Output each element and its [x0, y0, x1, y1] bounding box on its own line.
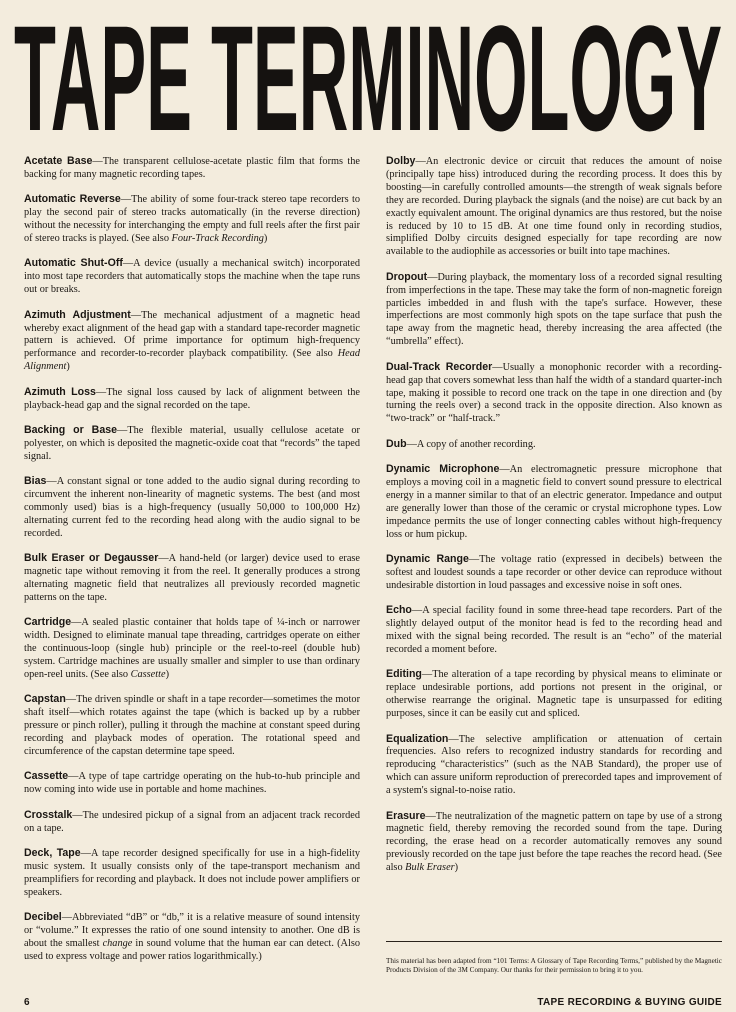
glossary-entry: Capstan—The driven spindle or shaft in a tape recorder—sometimes the motor shaft itself—which rotates against the tape (which is backed up by a rubber pressure or pinch roller), pulling it through the machine at constant speed during recording and playback modes of operation. The rotational speed and circumference of the capstan determine tape speed. — [24, 693, 360, 758]
definition-text: The driven spindle or shaft in a tape recorder—sometimes the motor shaft itself—which rotates against the tape (which is backed up by a rubber pressure or pinch roller), pulling it through the machine at constant speed during recording and playback modes of operation. The rotational speed and circumference of the capstan determine tape speed. — [24, 694, 360, 758]
glossary-entry: Bulk Eraser or Degausser—A hand-held (or larger) device used to erase magnetic tape without removing it from the reel. It generally produces a strong alternating magnetic field that neutralizes all previously recorded magnetic patterns on the tape. — [24, 552, 360, 603]
left-column — [24, 155, 360, 975]
credit-divider — [386, 941, 722, 942]
definition-text: An electromagnetic pressure microphone that employs a moving coil in a magnetic field to convert sound pressure to electrical energy in a manner similar to that of an electric generator. Impedance and output are generally lower than those of the ceramic or crystal microphone types. Low impedance permits the use of longer connecting cables without high-frequency loss or hum pickup. — [386, 464, 723, 540]
definition-text: The alteration of a tape recording by physical means to eliminate or replace undesirable portions, add portions not present in the original, or otherwise rearrange the original. Magnetic tape is unsurpassed for editing purposes, since it can be easily cut and spliced. — [386, 669, 722, 720]
glossary-term: Azimuth Loss — [24, 385, 96, 398]
definition-text: The transparent cellulose-acetate plastic film that forms the backing for many magnetic recording tapes. — [24, 156, 361, 180]
glossary-term: Bulk Eraser or Degausser — [24, 552, 159, 565]
glossary-definition — [24, 810, 360, 834]
definition-text: Usually a monophonic recorder with a recording-head gap that covers somewhat less than half the width of a standard quarter-inch tape, making it possible to record one track on the tape in one direction and (by turning the reels over) a second track in the opposite direction. Also known as “two-track” or “half-track.” — [386, 361, 722, 425]
glossary-entry: Dolby—An electronic device or circuit that reduces the amount of noise (principally tape hiss) introduced during the recording process. It does this by boosting—in carefully controlled amounts—the strength of weak signals before they are recorded. During playback the signals (and the noise) are cut back by an exactly equivalent amount. The original dynamics are thus restored, but the noise is reduced by 10 to 15 dB. At one time found only in recording studios, simplified Dolby circuits designed especially for tape recording are now available to the audiophile as accessories or built into tape machines. — [386, 155, 722, 258]
page-number: 6 — [24, 997, 30, 1008]
credit-note: This material has been adapted from “101 Terms: A Glossary of Tape Recording Terms,” published by the Magnetic Products Division of the 3M Company. Our thanks for their permission to bring it to you. — [386, 957, 722, 975]
glossary-definition — [24, 771, 360, 795]
cross-reference: Four-Track Recording — [171, 233, 264, 245]
definition-text: A special facility found in some three-head tape recorders. Part of the slightly delayed output of the monitor head is fed to the recording head and mixed with the signal being recorded. The result is an “echo” of the material recorded a moment before. — [386, 605, 722, 655]
glossary-entry: Crosstalk—The undesired pickup of a signal from an adjacent track recorded on a tape. — [24, 808, 360, 834]
page-title — [14, 6, 722, 146]
glossary-entry: Azimuth Adjustment—The mechanical adjustment of a magnetic head whereby exact alignment of the head gap with a standard tape-recorder magnetic pattern is achieved. Of prime importance for optimum high-frequency performance and recorder-to-recorder playback compatibility. (See also Head Alignment) — [24, 308, 360, 373]
glossary-definition — [386, 272, 722, 348]
glossary-entry: Editing—The alteration of a tape recording by physical means to eliminate or replace undesirable portions, add portions not present in the original, or otherwise rearrange the original. Magnetic tape is unsurpassed for editing purposes, since it can be easily cut and spliced. — [386, 668, 722, 720]
glossary-definition — [386, 669, 722, 719]
definition-text: The flexible material, usually cellulose acetate or polyester, on which is deposited the magnetic-oxide coat that “records” the taped signal. — [24, 425, 360, 462]
definition-text: A hand-held (or larger) device used to erase magnetic tape without removing it from the reel. It generally produces a strong alternating magnetic field that neutralizes all previously recorded magnetic patterns on the tape. — [24, 553, 360, 603]
glossary-term: Crosstalk — [24, 808, 73, 821]
cross-reference: Cassette — [130, 669, 166, 680]
glossary-term: Bias — [24, 475, 47, 488]
definition-text: A device (usually a mechanical switch) incorporated into most tape recorders that automatically stops the machine when the tape runs out or breaks. — [24, 258, 360, 296]
glossary-term: Dynamic Microphone — [386, 463, 500, 476]
definition-text: Abbreviated “dB” or “db,” it is a relative measure of sound intensity or “volume.” It expresses the ratio of one sound intensity to another. One dB is about the smallest — [24, 912, 360, 949]
definition-text: The selective amplification or attenuation of certain frequencies. Also refers to recognized industry standards for recording and reproducing “characteristics” (such as the NAB Standard), the proper use of which can assure uniform reproduction of prerecorded tapes and improvement of a system's signal-to-noise ratio. — [386, 733, 722, 797]
definition-text: An electronic device or circuit that reduces the amount of noise (principally tape hiss) introduced during the recording process. It does this by boosting—in carefully controlled amounts—the strength of weak signals before they are recorded. During playback the signals (and the noise) are cut back by an exactly equivalent amount. The original dynamics are thus restored, but the noise is reduced by 10 to 15 dB. At one time found only in recording studios, simplified Dolby circuits designed especially for tape recording are now available to the audiophile as accessories or built into tape machines. — [386, 156, 722, 258]
definition-text: The voltage ratio (expressed in decibels) between the softest and loudest sounds a tape recorder or other device can reproduce without undesirable distortion in loud passages and excessive noise in soft ones. — [386, 554, 723, 591]
glossary-definition — [386, 464, 722, 540]
definition-text: The signal loss caused by lack of alignment between the playback-head gap and the signal recorded on the tape. — [24, 386, 360, 411]
glossary-definition — [24, 694, 360, 757]
definition-tail: ) — [165, 669, 169, 680]
glossary-entry: Cassette—A type of tape cartridge operating on the hub-to-hub principle and now coming into wide use in portable and home machines. — [24, 770, 360, 796]
glossary-term: Dynamic Range — [386, 553, 469, 566]
glossary-term: Dual-Track Recorder — [386, 360, 493, 373]
definition-text: A tape recorder designed specifically for use in a high-fidelity music system. It usually consists only of the tape-transport mechanism and preamplifiers for recording and playback. It does not include power amplifiers or speakers. — [24, 848, 361, 898]
definition-text: The ability of some four-track stereo tape recorders to play the second pair of stereo tracks automatically (in the reverse direction) without the necessity for interchanging the empty and full reels after the first pair of stereo tracks is played. (See also — [24, 194, 360, 245]
glossary-term: Decibel — [24, 911, 62, 924]
glossary-entry: Dub—A copy of another recording. — [386, 437, 536, 450]
definition-tail: ) — [454, 862, 459, 874]
cross-reference: Head Alignment — [24, 348, 360, 373]
definition-tail: ) — [263, 233, 268, 245]
glossary-definition — [24, 617, 360, 680]
glossary-definition — [417, 439, 536, 450]
glossary-term: Acetate Base — [24, 155, 93, 167]
glossary-definition — [386, 156, 722, 257]
glossary-entry: Automatic Shut-Off—A device (usually a mechanical switch) incorporated into most tape recorders that automatically stops the machine when the tape runs out or breaks. — [24, 257, 360, 296]
definition-text: The undesired pickup of a signal from an adjacent track recorded on a tape. — [24, 809, 360, 834]
right-column — [386, 155, 722, 887]
definition-text: The mechanical adjustment of a magnetic head whereby exact alignment of the head gap with a standard tape-recorder magnetic pattern is achieved. Of prime importance for optimum high-frequency performance and recorder-to-recorder playback compatibility. (See also — [24, 309, 360, 360]
page-title-graphic — [14, 6, 722, 146]
definition-text: A sealed plastic container that holds tape of ¼-inch or narrower width. Designed to eliminate manual tape threading, cartridges operate on either the continuous-loop (single hub) principle or the reel-to-reel (double hub) system. Cartridge machines are usually smaller and simpler to use than ordinary open-reel units. (See also — [24, 617, 360, 680]
publication-title: TAPE RECORDING & BUYING GUIDE — [537, 997, 722, 1008]
glossary-term: Automatic Shut-Off — [24, 257, 123, 270]
glossary-term: Erasure — [386, 809, 426, 822]
glossary-entry: Dynamic Microphone—An electromagnetic pressure microphone that employs a moving coil in a magnetic field to convert sound pressure to electrical energy in a manner similar to that of an electric generator. Impedance and output are generally lower than those of the ceramic or crystal microphone types. Low impedance permits the use of longer connecting cables without high-frequency loss or hum pickup. — [386, 463, 723, 540]
glossary-entry: Bias—A constant signal or tone added to the audio signal during recording to circumvent the inherent non-linearity of magnetic systems. The best (and most commonly used) bias is a high-frequency (usually 50,000 to 100,000 Hz) alternating current fed to the recording head along with the audio signal to be recorded. — [24, 475, 360, 539]
cross-reference: change — [102, 938, 133, 949]
definition-text: A type of tape cartridge operating on the hub-to-hub principle and now coming into wide use in portable and home machines. — [24, 771, 360, 796]
definition-text: During playback, the momentary loss of a recorded signal resulting from imperfections in the tape. These may take the form of non-magnetic foreign particles imbedded in and flush with the tape's surface. However, these imperfections are most commonly high spots on the tape surface that push the tape away from the magnetic head, thereby increasing the area affected (the “umbrella” effect). — [386, 271, 722, 348]
glossary-entry: Backing or Base—The flexible material, usually cellulose acetate or polyester, on which is deposited the magnetic-oxide coat that “records” the taped signal. — [24, 424, 360, 462]
glossary-term: Dropout — [386, 270, 428, 283]
glossary-term: Dub — [386, 437, 407, 450]
glossary-entry: Dynamic Range—The voltage ratio (expressed in decibels) between the softest and loudest sounds a tape recorder or other device can reproduce without undesirable distortion in loud passages and excessive noise in soft ones. — [386, 553, 723, 591]
glossary-entry: Automatic Reverse—The ability of some four-track stereo tape recorders to play the second pair of stereo tracks automatically (in the reverse direction) without the necessity for interchanging the empty and full reels after the first pair of stereo tracks is played. (See also Four-Track Recording) — [24, 193, 360, 245]
glossary-entry: Dropout—During playback, the momentary loss of a recorded signal resulting from imperfections in the tape. These may take the form of non-magnetic foreign particles imbedded in and flush with the tape's surface. However, these imperfections are most commonly high spots on the tape surface that push the tape away from the magnetic head, thereby increasing the area affected (the “umbrella” effect). — [386, 270, 722, 348]
glossary-entry: Erasure—The neutralization of the magnetic pattern on tape by use of a strong magnetic field, thereby removing the recorded sound from the tape. During recording, the erase head on a recorder automatically removes any sound previously recorded on the tape just before the tape reaches the record head. (See also Bulk Eraser) — [386, 809, 722, 874]
glossary-term: Equalization — [386, 732, 449, 745]
glossary-term: Deck, Tape — [24, 847, 81, 860]
definition-tail: ) — [66, 361, 70, 373]
glossary-entry: Echo—A special facility found in some three-head tape recorders. Part of the slightly delayed output of the monitor head is fed to the recording head and mixed with the signal being recorded. The result is an “echo” of the material recorded a moment before. — [386, 604, 722, 655]
glossary-term: Echo — [386, 604, 412, 617]
glossary-term: Dolby — [386, 155, 416, 167]
glossary-definition — [24, 476, 360, 539]
glossary-term: Cassette — [24, 770, 69, 783]
glossary-entry: Cartridge—A sealed plastic container that holds tape of ¼-inch or narrower width. Designed to eliminate manual tape threading, cartridges operate on either the continuous-loop (single hub) principle or the reel-to-reel (double hub) system. Cartridge machines are usually smaller and simpler to use than ordinary open-reel units. (See also Cassette) — [24, 616, 360, 680]
glossary-entry: Azimuth Loss—The signal loss caused by lack of alignment between the playback-head gap and the signal recorded on the tape. — [24, 385, 360, 411]
glossary-definition — [386, 605, 722, 655]
glossary-term: Azimuth Adjustment — [24, 308, 131, 321]
glossary-term: Automatic Reverse — [24, 193, 121, 206]
glossary-term: Backing or Base — [24, 424, 118, 436]
glossary-term: Capstan — [24, 693, 66, 706]
glossary-definition — [386, 811, 722, 874]
glossary-entry: Decibel—Abbreviated “dB” or “db,” it is a relative measure of sound intensity or “volume.” It expresses the ratio of one sound intensity to another. One dB is about the smallest change in sound volume that the human ear can detect. (Also used to express voltage and power ratios logarithmically.) — [24, 911, 360, 962]
glossary-definition — [24, 912, 360, 962]
glossary-term: Editing — [386, 668, 422, 681]
glossary-entry: Acetate Base—The transparent cellulose-acetate plastic film that forms the backing for many magnetic recording tapes. — [24, 155, 361, 180]
glossary-entry: Deck, Tape—A tape recorder designed specifically for use in a high-fidelity music system. It usually consists only of the tape-transport mechanism and preamplifiers for recording and playback. It does not include power amplifiers or speakers. — [24, 847, 361, 898]
definition-text: A copy of another recording. — [416, 438, 536, 450]
page-title-text: TAPE TERMINOLOGY — [14, 6, 722, 146]
definition-text: A constant signal or tone added to the audio signal during recording to circumvent the inherent non-linearity of magnetic systems. The best (and most commonly used) bias is a high-frequency (usually 50,000 to 100,000 Hz) alternating current fed to the recording head along with the audio signal to be recorded. — [24, 476, 360, 539]
glossary-term: Cartridge — [24, 616, 72, 629]
glossary-entry: Dual-Track Recorder—Usually a monophonic recorder with a recording-head gap that covers somewhat less than half the width of a standard quarter-inch tape, making it possible to record one track on the tape in one direction and (by turning the reels over) a second track in the opposite direction. Also known as “two-track” or “half-track.” — [386, 360, 722, 425]
definition-text: The neutralization of the magnetic pattern on tape by use of a strong magnetic field, thereby removing the recorded sound from the tape. During recording, the erase head on a recorder automatically removes any sound previously recorded on the tape just before the tape reaches the record head. (See also — [386, 810, 722, 874]
definition-tail: in sound volume that the human ear can detect. (Also used to express voltage and power ratios logarithmically.) — [24, 938, 360, 962]
cross-reference: Bulk Eraser — [405, 862, 455, 874]
glossary-entry: Equalization—The selective amplification or attenuation of certain frequencies. Also refers to recognized industry standards for recording and reproducing “characteristics” (such as the NAB Standard), the proper use of which can assure uniform reproduction of prerecorded tapes and improvement of a system's signal-to-noise ratio. — [386, 732, 722, 797]
